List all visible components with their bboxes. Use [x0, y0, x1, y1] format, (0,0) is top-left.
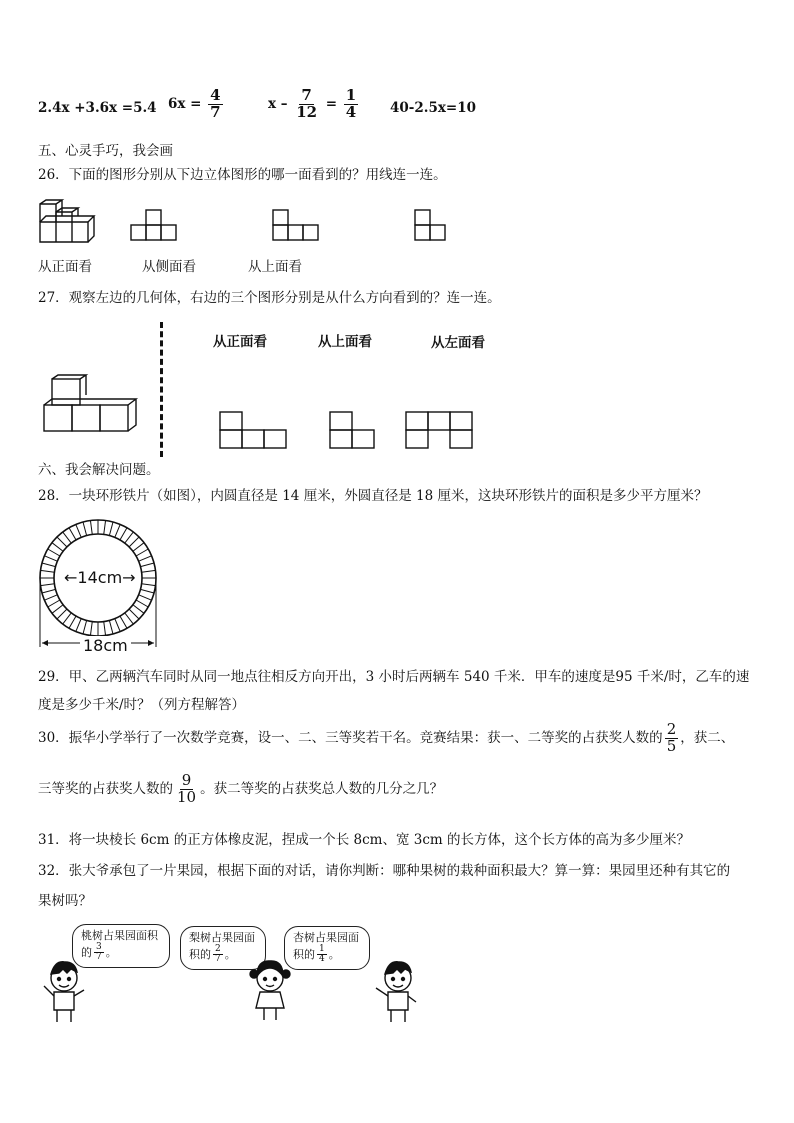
bubble-1-mid: 的 — [81, 945, 92, 959]
ring-spoke — [40, 584, 54, 586]
ring-spoke — [69, 616, 76, 628]
fraction — [213, 945, 223, 965]
q30-line-2 — [38, 773, 443, 806]
ring-spoke — [90, 520, 92, 534]
fraction-denominator: 4 — [345, 102, 357, 121]
fraction-numerator: 4 — [210, 86, 221, 104]
q27-header-left: 从左面看 — [431, 335, 485, 351]
q29-line-2: 度是多少千米/时？（列方程解答） — [38, 697, 246, 713]
q27-text: 27．观察左边的几何体，右边的三个图形分别是从什么方向看到的？连一连。 — [38, 290, 501, 306]
fraction-denominator: 7 — [96, 952, 102, 963]
boy-cartoon-icon — [370, 962, 422, 1024]
boy-cartoon-icon — [40, 962, 92, 1024]
q30-line-2-text: 三等奖的占获奖人数的 — [38, 780, 173, 797]
ring-spoke — [104, 622, 106, 636]
equals-sign: = — [325, 95, 338, 112]
fraction-numerator: 7 — [301, 86, 312, 104]
fraction-numerator: 3 — [96, 941, 102, 952]
section-5-title: 五、心灵手巧，我会画 — [38, 143, 173, 159]
fraction-denominator: 7 — [210, 102, 221, 121]
q27-view-shape-1 — [219, 410, 289, 450]
q32-line-1: 32．张大爷承包了一片果园，根据下面的对话，请你判断：哪种果树的栽种面积最大？算一算：果园里还种有其它的 — [38, 863, 731, 879]
ring-spoke — [115, 524, 120, 537]
fraction-numerator: 1 — [319, 943, 325, 954]
fraction-denominator: 7 — [215, 954, 221, 965]
q26-label-top: 从上面看 — [248, 259, 302, 275]
ring-spoke — [125, 613, 134, 624]
equation-3-prefix: x – — [268, 95, 288, 112]
bubble-3-post: 。 — [328, 947, 340, 961]
fraction — [294, 88, 319, 121]
inner-diameter-label: ←14cm→ — [64, 568, 136, 587]
q27-view-shape-3 — [405, 410, 475, 450]
q27-header-top: 从上面看 — [318, 334, 372, 350]
dashed-divider — [160, 322, 163, 457]
fraction-denominator: 5 — [666, 736, 677, 755]
fraction — [94, 943, 104, 963]
ring-spoke — [40, 570, 54, 572]
q26-view-shape-3 — [414, 208, 448, 248]
q26-label-front: 从正面看 — [38, 259, 92, 275]
ring-spoke — [52, 605, 63, 614]
ring-spoke — [104, 520, 106, 534]
equation-1: 2.4x +3.6x =5.4 — [38, 100, 157, 116]
equation-4: 40-2.5x=10 — [390, 100, 477, 116]
ring-spoke — [115, 619, 120, 632]
fraction — [344, 88, 358, 121]
ring-spoke — [44, 595, 57, 600]
girl-cartoon-icon — [248, 960, 292, 1022]
ring-spoke — [133, 543, 144, 552]
bubble-1-post: 。 — [105, 945, 117, 959]
ring-spoke — [141, 563, 155, 567]
q28-text: 28．一块环形铁片（如图），内圆直径是 14 厘米，外圆直径是 18 厘米，这块环形铁片的面积是多少平方厘米？ — [38, 488, 708, 504]
q26-text: 26．下面的图形分别从下边立体图形的哪一面看到的？用线连一连。 — [38, 167, 447, 183]
ring-spoke — [125, 532, 134, 543]
bubble-3-mid: 积的 — [293, 947, 315, 961]
q26-label-side: 从侧面看 — [142, 259, 196, 275]
ring-spoke — [63, 613, 72, 624]
ring-spoke — [63, 532, 72, 543]
q26-view-shape-1 — [130, 208, 178, 242]
fraction-denominator: 10 — [177, 787, 197, 806]
fraction-numerator: 2 — [666, 720, 677, 738]
ring-spoke — [48, 600, 60, 607]
bubble-2-pre: 梨树占果园面 — [189, 931, 255, 944]
ring-spoke — [48, 549, 60, 556]
speech-bubble-3 — [284, 926, 370, 970]
ring-spoke — [76, 524, 81, 537]
fraction — [317, 945, 327, 965]
equation-2-prefix: 6x = — [168, 95, 202, 112]
ring-spoke — [42, 589, 56, 593]
bubble-1-pre: 桃树占果园面积 — [81, 929, 158, 942]
q32-line-2: 果树吗？ — [38, 893, 92, 909]
ring-spoke — [120, 616, 127, 628]
ring-spoke — [83, 621, 87, 635]
ring-spoke — [136, 549, 148, 556]
ring-spoke — [52, 543, 63, 552]
ring-spoke — [90, 622, 92, 636]
ring-spoke — [129, 537, 139, 547]
q29-line-1: 29．甲、乙两辆汽车同时从同一地点往相反方向开出，3 小时后两辆车 540 千米．甲车的速度是95 千米/时，乙车的速 — [38, 669, 750, 685]
q30-line-2-end: 。获二等奖的占获奖总人数的几分之几？ — [200, 780, 444, 797]
q27-view-shape-2 — [329, 410, 377, 450]
ring-spoke — [76, 619, 81, 632]
ring-spoke — [57, 609, 67, 619]
ring-spoke — [141, 589, 155, 593]
ring-spoke — [109, 522, 113, 536]
bubble-2-post: 。 — [224, 947, 236, 961]
ring-spoke — [42, 563, 56, 567]
fraction-denominator: 4 — [319, 954, 325, 965]
q26-3d-solid — [38, 200, 100, 244]
fraction-denominator: 12 — [296, 102, 318, 121]
ring-spoke — [120, 528, 127, 540]
fraction — [208, 88, 222, 121]
ring-spoke — [136, 600, 148, 607]
q31-text: 31．将一块棱长 6cm 的正方体橡皮泥，捏成一个长 8cm、宽 3cm 的长方体，这个长方体的高为多少厘米？ — [38, 832, 690, 848]
ring-spoke — [133, 605, 144, 614]
q30-line-1 — [38, 722, 734, 755]
equation-3 — [268, 88, 360, 121]
ring-spoke — [109, 621, 113, 635]
ring-spoke — [139, 556, 152, 561]
q30-line-1-end: ，获二、 — [680, 729, 735, 746]
equation-2 — [168, 88, 225, 121]
q26-view-shape-2 — [272, 208, 320, 242]
fraction-numerator: 1 — [345, 86, 357, 104]
ring-spoke — [69, 528, 76, 540]
ring-spoke — [44, 556, 57, 561]
fraction — [175, 773, 198, 806]
ring-spoke — [57, 537, 67, 547]
section-6-title: 六、我会解决问题。 — [38, 462, 160, 478]
bubble-3-pre: 杏树占果园面 — [293, 931, 359, 944]
ring-spoke — [142, 584, 156, 586]
ring-spoke — [139, 595, 152, 600]
ring-spoke — [83, 522, 87, 536]
fraction — [665, 722, 679, 755]
fraction-numerator: 9 — [181, 771, 192, 789]
q27-3d-solid — [42, 375, 142, 435]
q27-header-front: 从正面看 — [213, 334, 267, 350]
outer-diameter-label: 18cm — [80, 636, 131, 655]
bubble-2-mid: 积的 — [189, 947, 211, 961]
q30-line-1-text: 30．振华小学举行了一次数学竞赛，设一、二、三等奖若干名。竞赛结果：获一、二等奖的占获奖人数的 — [38, 729, 663, 746]
ring-spoke — [129, 609, 139, 619]
fraction-numerator: 2 — [215, 943, 221, 954]
ring-spoke — [142, 570, 156, 572]
